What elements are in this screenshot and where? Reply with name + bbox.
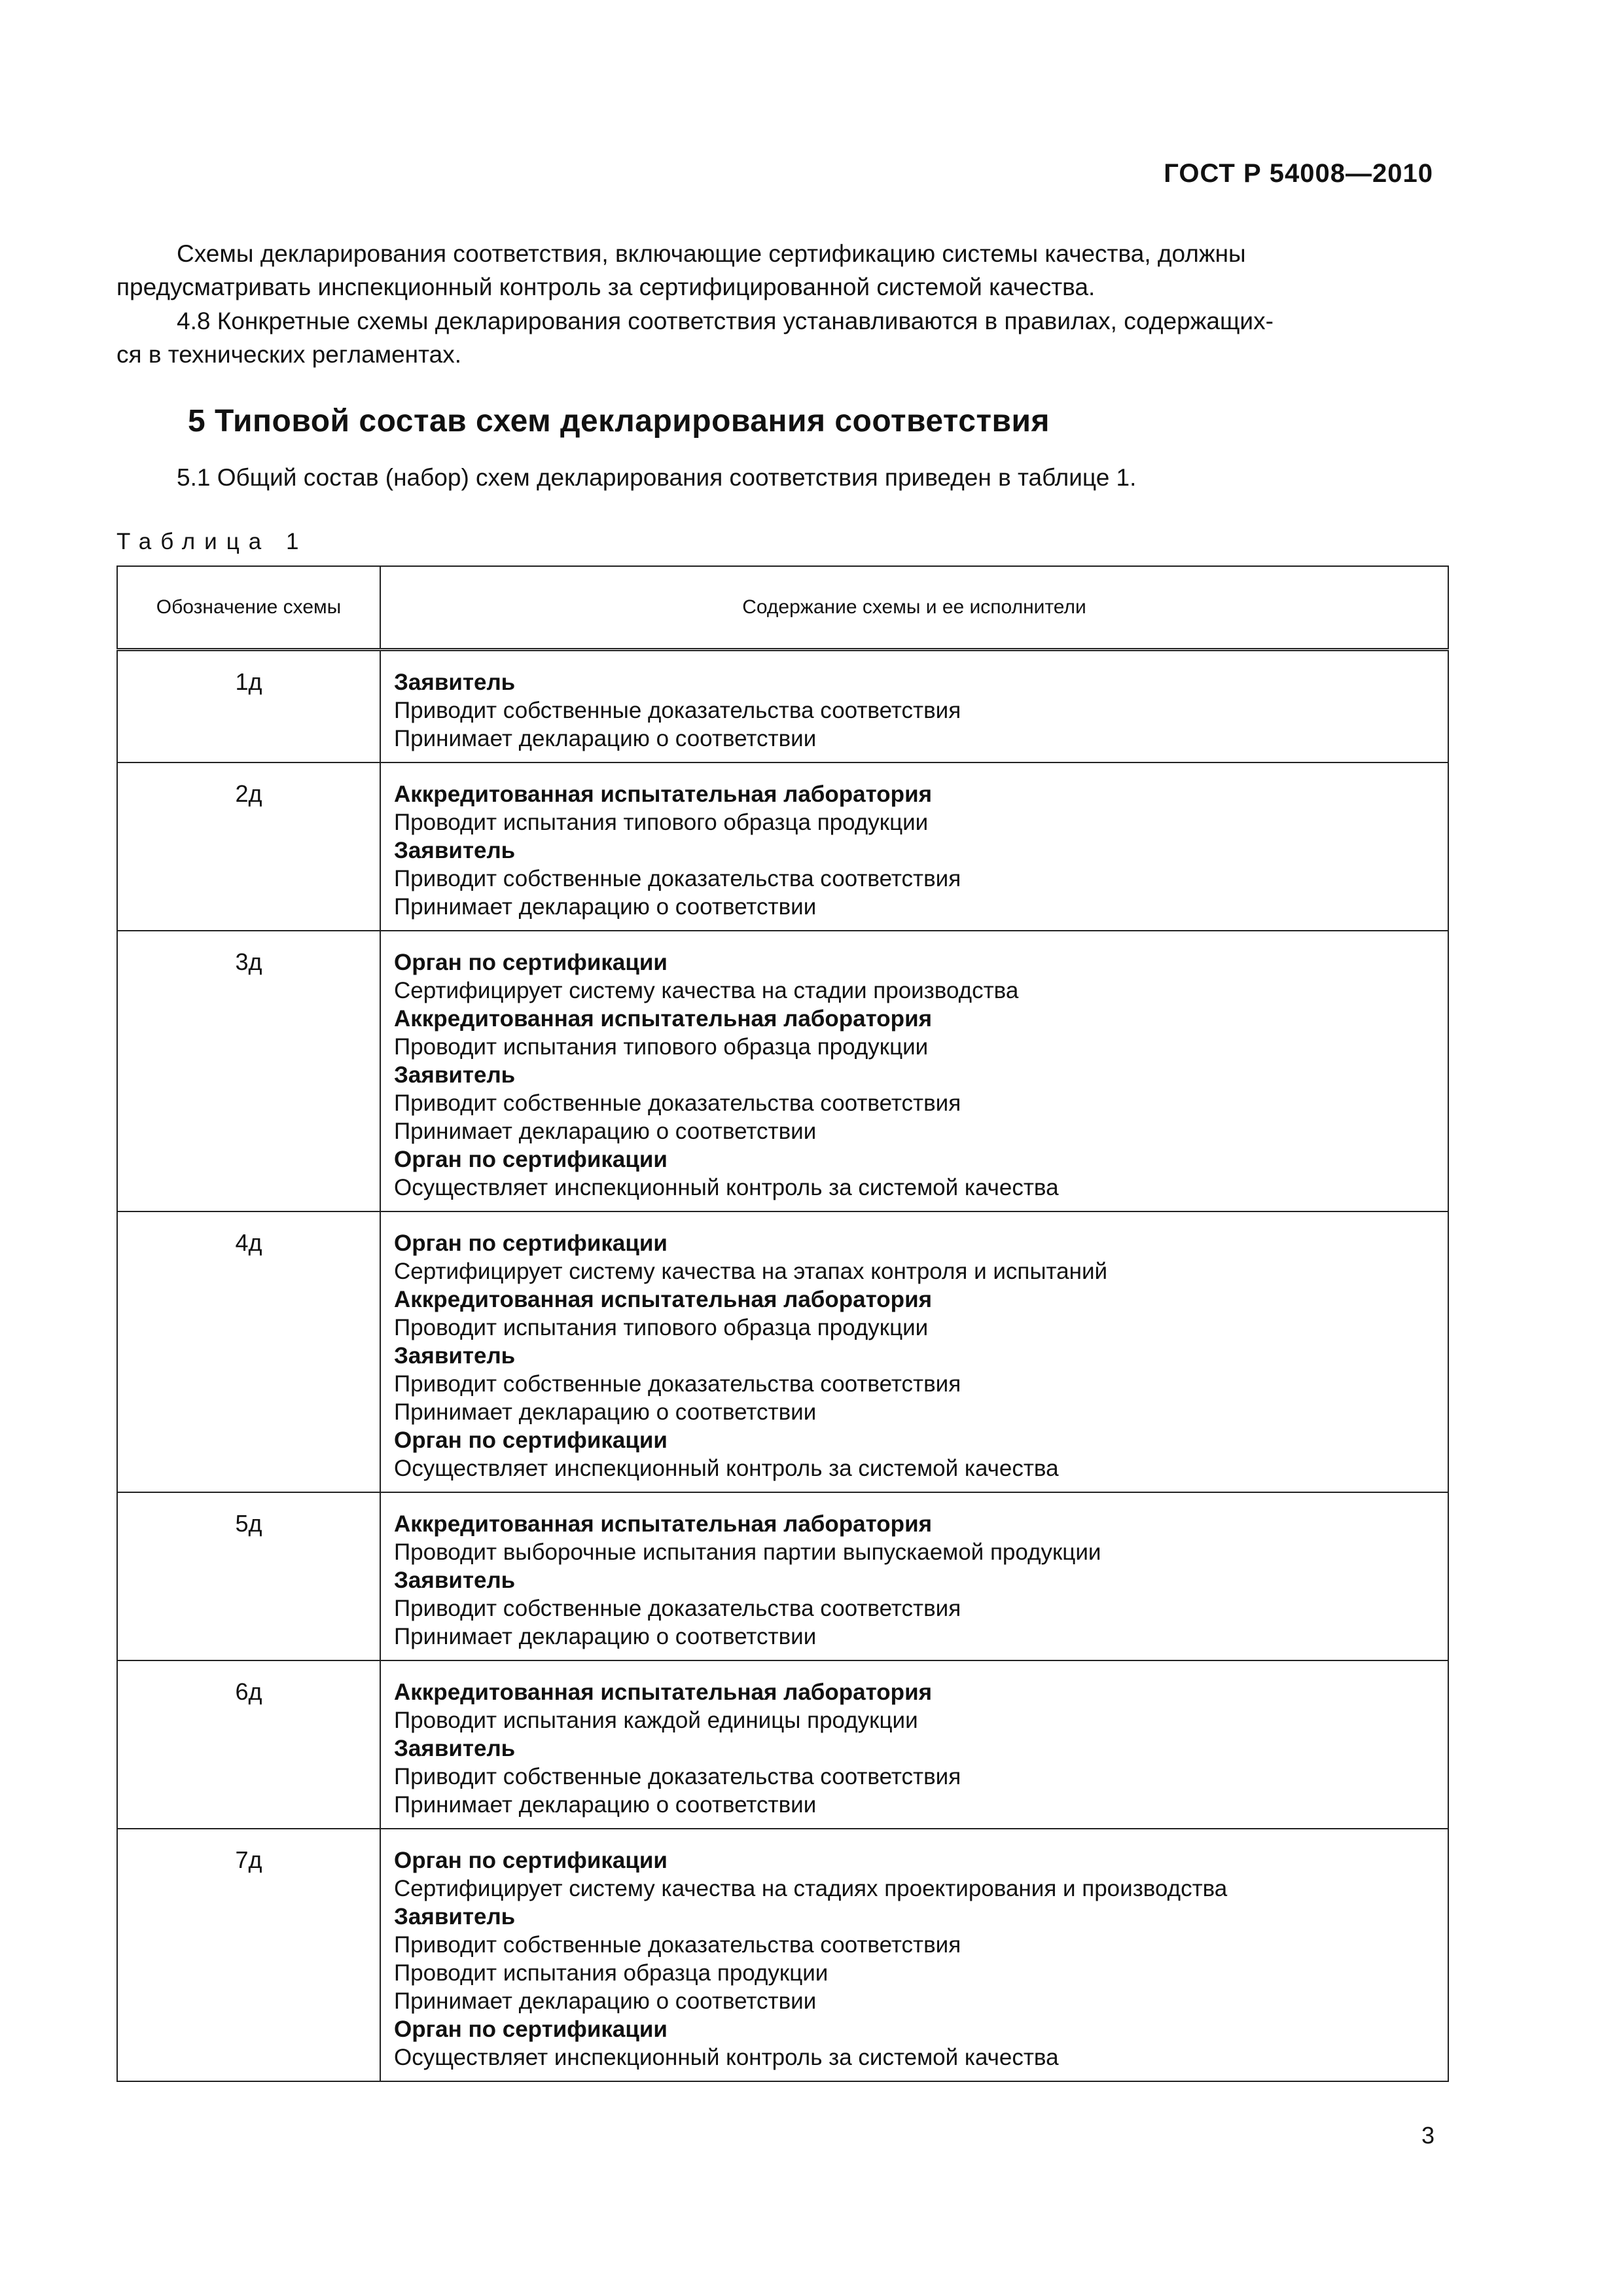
- page-number: 3: [1421, 2122, 1435, 2149]
- table-body: [117, 650, 1448, 2082]
- action-text: Приводит собственные доказательства соответствия: [394, 698, 961, 723]
- action-text: Осуществляет инспекционный контроль за системой качества: [394, 2045, 1059, 2070]
- paragraph-5-1: [116, 461, 1448, 494]
- table-row: [117, 762, 1448, 931]
- scheme-content-cell: [380, 762, 1448, 931]
- scheme-content-cell: [380, 1829, 1448, 2081]
- action-text: Принимает декларацию о соответствии: [394, 1399, 817, 1425]
- action-text: Проводит испытания типового образца продукции: [394, 1315, 929, 1340]
- table-row: [117, 1492, 1448, 1660]
- schemes-table: [116, 565, 1449, 2082]
- action-text: Сертифицирует систему качества на стадиях проектирования и производства: [394, 1876, 1228, 1901]
- scheme-content-cell: [380, 931, 1448, 1211]
- performer-label: Заявитель: [394, 1062, 516, 1088]
- action-text: Проводит испытания каждой единицы продукции: [394, 1708, 918, 1733]
- performer-label: Заявитель: [394, 838, 516, 863]
- performer-label: Орган по сертификации: [394, 1230, 668, 1256]
- performer-label: Заявитель: [394, 1568, 516, 1593]
- performer-label: Орган по сертификации: [394, 2017, 668, 2042]
- action-text: Принимает декларацию о соответствии: [394, 726, 817, 751]
- action-text: Сертифицирует систему качества на этапах контроля и испытаний: [394, 1259, 1108, 1284]
- action-text: Осуществляет инспекционный контроль за системой качества: [394, 1175, 1059, 1200]
- action-text: Принимает декларацию о соответствии: [394, 1988, 817, 2014]
- action-text: Приводит собственные доказательства соответствия: [394, 1090, 961, 1116]
- scheme-code-cell: 5д: [117, 1492, 380, 1660]
- performer-label: Орган по сертификации: [394, 950, 668, 975]
- performer-label: Заявитель: [394, 670, 516, 695]
- action-text: Принимает декларацию о соответствии: [394, 1792, 817, 1818]
- paragraph-line: ся в технических регламентах.: [116, 341, 461, 368]
- action-text: Проводит испытания типового образца продукции: [394, 810, 929, 835]
- paragraph-inspection-control: [116, 237, 1448, 304]
- column-header-scheme-content: Содержание схемы и ее исполнители: [380, 566, 1448, 650]
- scheme-code-cell: 2д: [117, 762, 380, 931]
- action-text: Сертифицирует систему качества на стадии производства: [394, 978, 1019, 1003]
- column-header-scheme-code: Обозначение схемы: [117, 566, 380, 650]
- performer-label: Аккредитованная испытательная лаборатория: [394, 1287, 933, 1312]
- performer-label: Аккредитованная испытательная лаборатория: [394, 1679, 933, 1705]
- scheme-code-cell: 4д: [117, 1211, 380, 1492]
- performer-label: Заявитель: [394, 1736, 516, 1761]
- paragraph-line: предусматривать инспекционный контроль за сертифицированной системой качества.: [116, 274, 1096, 300]
- table-row: [117, 650, 1448, 763]
- performer-label: Орган по сертификации: [394, 1147, 668, 1172]
- action-text: Приводит собственные доказательства соответствия: [394, 1371, 961, 1397]
- scheme-code-cell: 6д: [117, 1660, 380, 1829]
- paragraph-line: 5.1 Общий состав (набор) схем декларирования соответствия приведен в таблице 1.: [177, 464, 1137, 491]
- scheme-code-cell: 3д: [117, 931, 380, 1211]
- performer-label: Аккредитованная испытательная лаборатория: [394, 1006, 933, 1031]
- action-text: Проводит испытания типового образца продукции: [394, 1034, 929, 1060]
- table-caption: Таблица 1: [116, 529, 308, 554]
- performer-label: Аккредитованная испытательная лаборатория: [394, 1511, 933, 1537]
- scheme-code-cell: 7д: [117, 1829, 380, 2081]
- action-text: Проводит испытания образца продукции: [394, 1960, 829, 1986]
- table-row: [117, 931, 1448, 1211]
- table-row: [117, 1660, 1448, 1829]
- table-row: [117, 1211, 1448, 1492]
- scheme-content-cell: [380, 1211, 1448, 1492]
- performer-label: Заявитель: [394, 1343, 516, 1369]
- scheme-content-cell: [380, 1492, 1448, 1660]
- performer-label: Заявитель: [394, 1904, 516, 1929]
- scheme-content-cell: [380, 650, 1448, 763]
- action-text: Приводит собственные доказательства соответствия: [394, 1596, 961, 1621]
- action-text: Принимает декларацию о соответствии: [394, 1624, 817, 1649]
- action-text: Приводит собственные доказательства соответствия: [394, 866, 961, 891]
- action-text: Проводит выборочные испытания партии выпускаемой продукции: [394, 1539, 1101, 1565]
- paragraph-line: Схемы декларирования соответствия, включающие сертификацию системы качества, должны: [177, 240, 1246, 267]
- section-heading: 5 Типовой состав схем декларирования соответствия: [188, 404, 1050, 439]
- action-text: Принимает декларацию о соответствии: [394, 894, 817, 920]
- performer-label: Аккредитованная испытательная лаборатория: [394, 781, 933, 807]
- action-text: Осуществляет инспекционный контроль за системой качества: [394, 1456, 1059, 1481]
- performer-label: Орган по сертификации: [394, 1848, 668, 1873]
- table-header-row: [117, 566, 1448, 650]
- action-text: Принимает декларацию о соответствии: [394, 1119, 817, 1144]
- action-text: Приводит собственные доказательства соответствия: [394, 1932, 961, 1958]
- action-text: Приводит собственные доказательства соответствия: [394, 1764, 961, 1789]
- scheme-content-cell: [380, 1660, 1448, 1829]
- document-code: ГОСТ Р 54008—2010: [1164, 159, 1433, 188]
- performer-label: Орган по сертификации: [394, 1427, 668, 1453]
- paragraph-line: 4.8 Конкретные схемы декларирования соответствия устанавливаются в правилах, содержащих-: [177, 308, 1274, 334]
- scheme-code-cell: 1д: [117, 650, 380, 763]
- paragraph-4-8: [116, 304, 1448, 371]
- table-row: [117, 1829, 1448, 2081]
